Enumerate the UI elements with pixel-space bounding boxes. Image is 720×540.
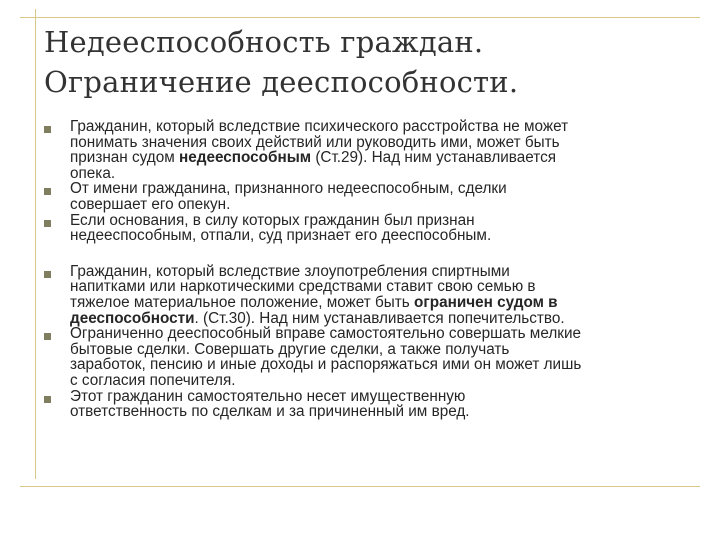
text-segment: (Ст.29). Над ним устанавливается xyxy=(311,149,557,167)
text-line: Этот гражданин самостоятельно несет имущественную xyxy=(70,387,466,405)
text-line: заработок, пенсию и иные доходы и распоряжаться ими он может лишь xyxy=(70,356,582,374)
text-line: Ограниченно дееспособный вправе самостоятельно совершать мелкие xyxy=(70,325,581,343)
square-bullet-icon xyxy=(44,396,51,403)
list-item xyxy=(44,389,694,420)
text-line: Если основания, в силу которых гражданин был признан xyxy=(70,211,475,229)
text-line: понимать значения своих действий или руководить ими, может быть xyxy=(70,133,560,151)
list-item xyxy=(44,264,694,326)
text-line: бытовые сделки. Совершать другие сделки, а также получать xyxy=(70,340,510,358)
bold-term: дееспособности xyxy=(70,309,195,327)
frame-vertical-line xyxy=(35,9,36,479)
list-spacer xyxy=(44,244,694,264)
text-segment: тяжелое материальное положение, может быть xyxy=(70,293,415,311)
text-line xyxy=(70,150,694,166)
text-line: напитками или наркотическими средствами ставит свою семью в xyxy=(70,278,536,296)
bold-term: недееспособным xyxy=(179,149,312,167)
list-item-text xyxy=(70,326,694,388)
list-item-text xyxy=(70,264,694,326)
list-item-text xyxy=(70,389,694,420)
list-item xyxy=(44,119,694,181)
list-item-text xyxy=(70,213,694,244)
square-bullet-icon xyxy=(44,126,51,133)
text-line: недееспособным, отпали, суд признает его дееспособным. xyxy=(70,227,492,245)
title-line-2: Ограничение дееспособности. xyxy=(44,65,519,99)
list-item xyxy=(44,213,694,244)
text-line: совершает его опекун. xyxy=(70,195,231,213)
square-bullet-icon xyxy=(44,188,51,195)
list-item xyxy=(44,326,694,388)
title-line-1: Недееспособность граждан. xyxy=(44,25,484,59)
list-item-text xyxy=(70,181,694,212)
text-line: Гражданин, который вследствие психического расстройства не может xyxy=(70,118,569,135)
frame-top-line xyxy=(20,17,700,18)
text-line xyxy=(70,311,694,327)
square-bullet-icon xyxy=(44,333,51,340)
square-bullet-icon xyxy=(44,271,51,278)
text-line xyxy=(70,295,694,311)
frame-bottom-line xyxy=(20,486,700,487)
square-bullet-icon xyxy=(44,220,51,227)
list-item xyxy=(44,181,694,212)
text-line: От имени гражданина, признанного недееспособным, сделки xyxy=(70,180,507,198)
text-line: Гражданин, который вследствие злоупотребления спиртными xyxy=(70,262,510,280)
slide-title xyxy=(44,22,694,102)
bullet-list xyxy=(44,119,694,420)
list-item-text xyxy=(70,119,694,181)
text-line: ответственность по сделкам и за причиненный им вред. xyxy=(70,403,470,421)
bold-term: ограничен судом в xyxy=(414,293,558,311)
text-segment: . (Ст.30). Над ним устанавливается попечительство. xyxy=(194,309,565,327)
text-line: опека. xyxy=(70,164,116,182)
text-segment: признан судом xyxy=(70,149,179,167)
text-line: с согласия попечителя. xyxy=(70,371,236,389)
